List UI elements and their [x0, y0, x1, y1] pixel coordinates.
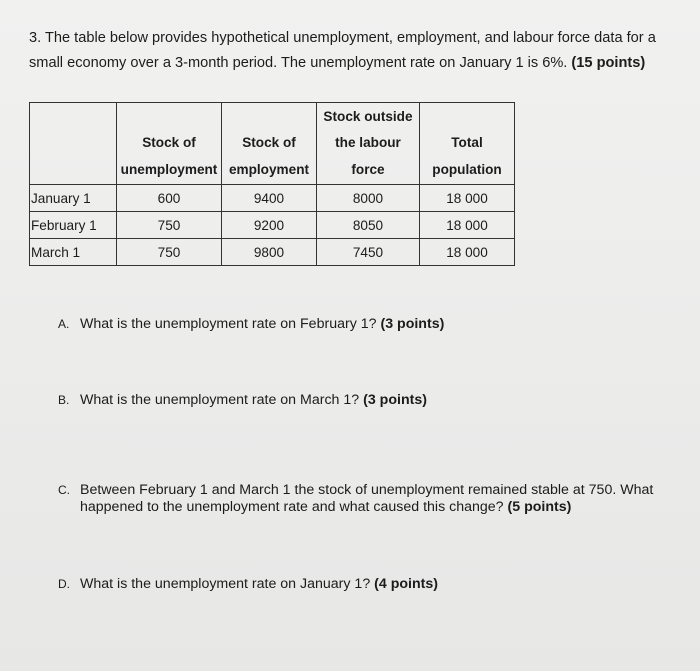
table-row — [30, 212, 515, 239]
question-d-text: What is the unemployment rate on January 1? — [80, 576, 371, 592]
question-c-points: (5 points) — [507, 499, 572, 515]
row-label: January 1 — [30, 185, 117, 212]
intro-line-2 — [29, 51, 679, 76]
question-c-continuation — [58, 499, 678, 516]
cell-total: 18 000 — [420, 239, 515, 266]
question-a-text: What is the unemployment rate on February 1? — [80, 316, 377, 332]
question-b — [58, 392, 427, 409]
question-a — [58, 316, 444, 333]
cell-employment: 9200 — [222, 212, 317, 239]
intro-line-1: 3. The table below provides hypothetical unemployment, employment, and labour force data for a — [29, 30, 656, 46]
question-b-points: (3 points) — [363, 392, 427, 408]
question-d-letter: D. — [58, 577, 70, 591]
question-c — [58, 482, 678, 516]
question-a-points: (3 points) — [380, 316, 445, 332]
header-unemployment-text: Stock of unemployment — [120, 135, 218, 177]
row-label: February 1 — [30, 212, 117, 239]
question-c-text: Between February 1 and March 1 the stock of unemployment remained stable at 750. What — [80, 482, 654, 498]
header-outside-text: Stock outside the labour force — [323, 108, 413, 177]
cell-outside: 7450 — [317, 239, 420, 266]
header-empty — [30, 103, 117, 185]
question-b-letter: B. — [58, 393, 70, 407]
header-employment-text: Stock of employment — [228, 135, 310, 177]
question-intro — [29, 26, 679, 76]
row-label: March 1 — [30, 239, 117, 266]
data-table — [29, 102, 515, 266]
intro-line-2-text: small economy over a 3-month period. The unemployment rate on January 1 is 6%. — [29, 55, 568, 71]
table-row — [30, 185, 515, 212]
table-header-row — [30, 103, 515, 185]
question-c-text-2: happened to the unemployment rate and what caused this change? — [80, 499, 504, 515]
header-total-population — [420, 103, 515, 185]
table-row — [30, 239, 515, 266]
cell-unemployment: 750 — [117, 212, 222, 239]
question-a-letter: A. — [58, 317, 70, 331]
cell-total: 18 000 — [420, 185, 515, 212]
question-b-text: What is the unemployment rate on March 1? — [80, 392, 360, 408]
question-d — [58, 576, 438, 593]
cell-employment: 9800 — [222, 239, 317, 266]
cell-unemployment: 600 — [117, 185, 222, 212]
cell-outside: 8000 — [317, 185, 420, 212]
intro-points: (15 points) — [571, 55, 646, 71]
cell-outside: 8050 — [317, 212, 420, 239]
cell-total: 18 000 — [420, 212, 515, 239]
question-d-points: (4 points) — [374, 576, 439, 592]
header-employment — [222, 103, 317, 185]
cell-unemployment: 750 — [117, 239, 222, 266]
header-total-text: Total population — [432, 135, 502, 177]
header-unemployment — [117, 103, 222, 185]
cell-employment: 9400 — [222, 185, 317, 212]
question-c-letter: C. — [58, 483, 70, 497]
header-outside-labour-force — [317, 103, 420, 185]
